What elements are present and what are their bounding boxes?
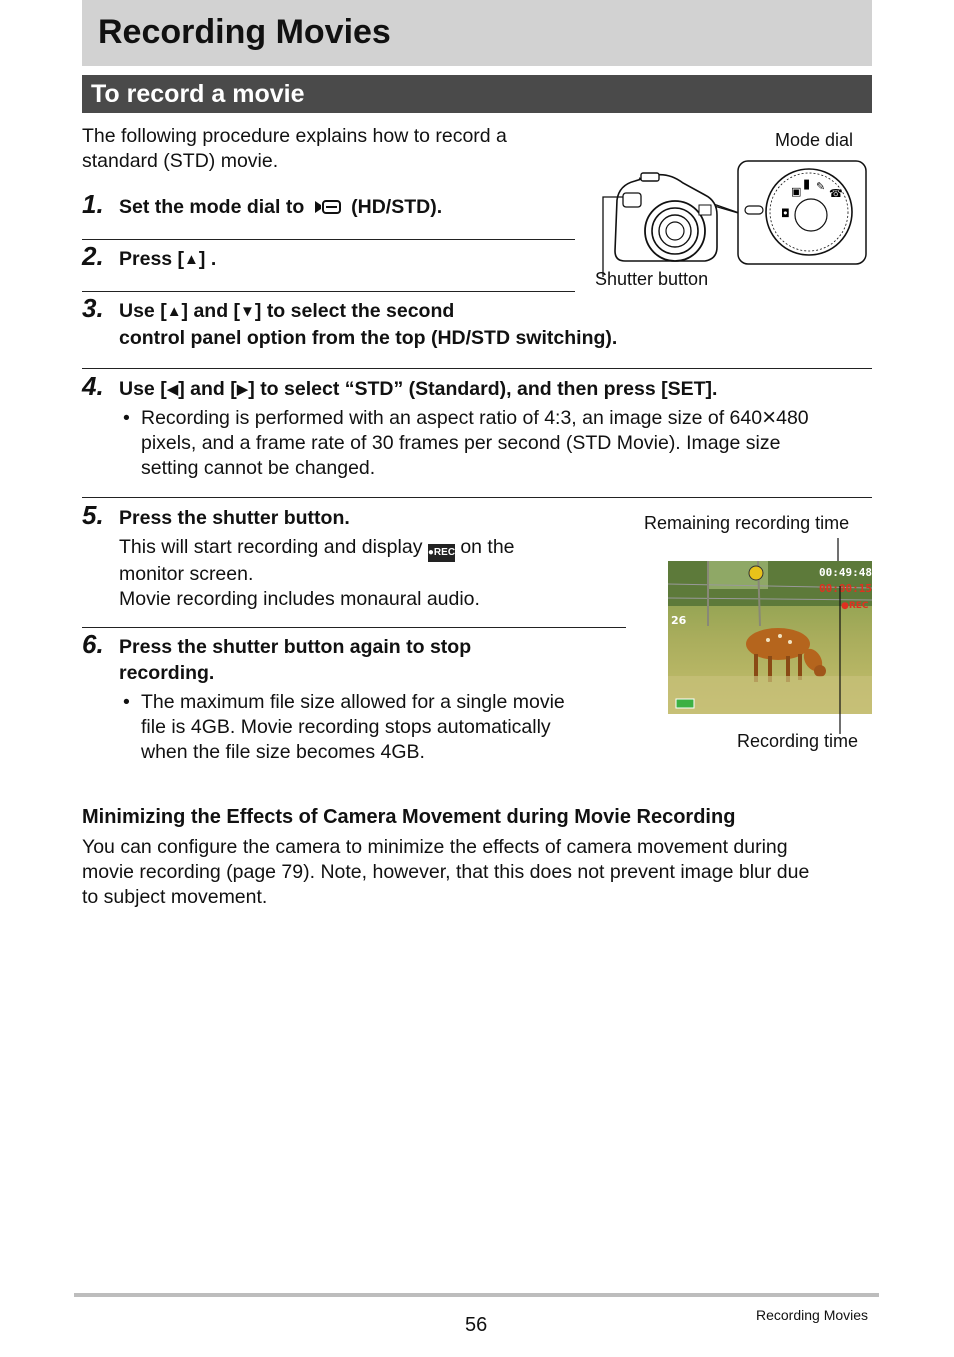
step-number: 3. (82, 293, 104, 323)
left-arrow-icon: ◀ (166, 381, 179, 398)
step-number: 1. (82, 189, 104, 219)
shutter-button-label: Shutter button (595, 269, 709, 289)
divider (82, 291, 575, 292)
step-title (119, 194, 442, 224)
down-arrow-icon: ▼ (240, 303, 255, 320)
svg-text:▣: ▣ (791, 185, 802, 198)
step-text: Set the mode dial to (119, 196, 305, 218)
section-title: To record a movie (91, 80, 305, 108)
step-text: ] and [ (178, 378, 237, 400)
step-number: 5. (82, 500, 104, 530)
step-text: Use [ (119, 300, 167, 322)
section-bar (82, 75, 872, 113)
paragraph-line: to subject movement. (82, 886, 268, 908)
divider (82, 239, 575, 240)
step-number: 2. (82, 241, 104, 271)
recording-time-label: Recording time (737, 731, 859, 751)
step-text: Movie recording includes monaural audio. (119, 588, 480, 610)
page-number: 56 (465, 1314, 488, 1336)
step-title (119, 298, 839, 351)
step-text: ] and [ (181, 300, 241, 322)
remaining-time-label: Remaining recording time (644, 513, 850, 533)
remaining-time-readout: 00:49:48 (819, 566, 872, 579)
step-text: monitor screen. (119, 563, 254, 585)
step-text: ] to select the second (254, 300, 455, 322)
step-text: ] . (198, 248, 217, 270)
rec-indicator: ●REC (841, 601, 869, 611)
bullet-text: The maximum file size allowed for a single movie (141, 691, 565, 713)
elapsed-time-readout: 00:00:15 (819, 582, 872, 595)
shot-count: 26 (671, 614, 687, 627)
times-sign: × (762, 404, 777, 431)
divider (82, 627, 626, 628)
step-text: Use [ (119, 378, 167, 400)
step-text: on the (460, 536, 515, 558)
step-number: 4. (82, 371, 104, 401)
subsection-body (82, 835, 882, 910)
step-title: Press the shutter button. (119, 507, 350, 529)
step-text: ] to select “STD” (Standard), and then press [SET]. (248, 378, 718, 400)
subsection-title: Minimizing the Effects of Camera Movement during Movie Recording (82, 806, 736, 828)
step-text: Press the shutter button again to stop (119, 636, 472, 658)
bullet-item (123, 404, 871, 481)
bullet-text: 480 (776, 407, 809, 429)
bullet-text: pixels, and a frame rate of 30 frames per second (STD Movie). Image size (141, 432, 781, 454)
step-text: recording. (119, 662, 215, 684)
bullet-dot: • (123, 407, 130, 429)
monitor-screen-image (668, 536, 872, 736)
up-arrow-icon: ▲ (184, 251, 199, 268)
intro-text: The following procedure explains how to record a standard (STD) movie. (82, 125, 507, 172)
right-arrow-icon: ▶ (236, 381, 249, 398)
step-title (119, 246, 216, 273)
bullet-item (123, 690, 621, 765)
step-body (119, 535, 619, 612)
page-title: Recording Movies (98, 13, 391, 51)
rec-icon: ●REC (428, 544, 455, 562)
divider (82, 497, 872, 498)
svg-text:◘: ◘ (781, 207, 790, 220)
bullet-text: setting cannot be changed. (141, 457, 376, 479)
svg-text:▮: ▮ (803, 177, 811, 192)
footer-divider (74, 1293, 879, 1297)
title-bar (82, 0, 872, 66)
step-number: 6. (82, 629, 104, 659)
step-text: This will start recording and display (119, 536, 423, 558)
mode-dial-label: Mode dial (775, 130, 854, 150)
paragraph-line: movie recording (page 79). Note, however, that this does not prevent image blur due (82, 861, 810, 883)
footer-section-name: Recording Movies (756, 1307, 869, 1323)
step-title (119, 376, 879, 403)
step-text: Press [ (119, 248, 185, 270)
step-text: control panel option from the top (HD/STD switching). (119, 327, 618, 349)
divider (82, 368, 872, 369)
step-text: (HD/STD). (351, 196, 443, 218)
paragraph-line: You can configure the camera to minimize the effects of camera movement during (82, 836, 788, 858)
step-title (119, 634, 619, 686)
svg-text:☎: ☎ (829, 187, 843, 200)
bullet-text: file is 4GB. Movie recording stops automatically (141, 716, 551, 738)
bullet-dot: • (123, 691, 130, 713)
movie-mode-icon (314, 197, 342, 224)
up-arrow-icon: ▲ (166, 303, 182, 320)
svg-text:✎: ✎ (816, 180, 826, 193)
bullet-text: Recording is performed with an aspect ratio of 4:3, an image size of 640 (141, 407, 763, 429)
bullet-text: when the file size becomes 4GB. (141, 741, 425, 763)
